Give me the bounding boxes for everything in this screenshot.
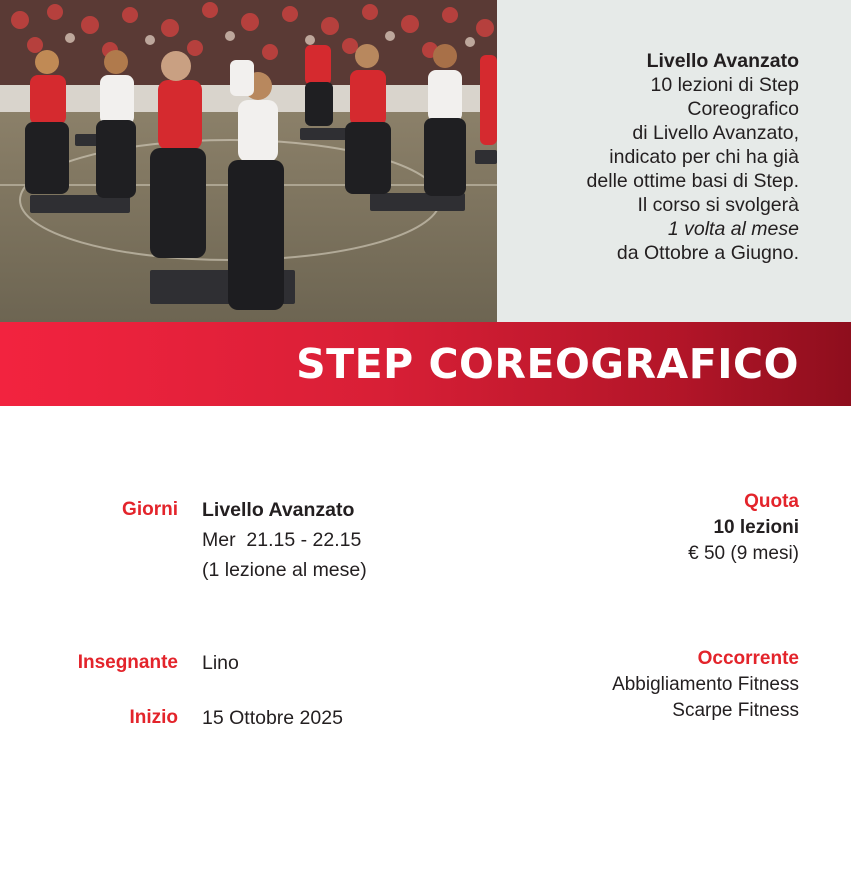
description-title: Livello Avanzato [646, 50, 799, 72]
needed-item: Abbigliamento Fitness [612, 674, 799, 695]
fee-label: Quota [744, 491, 799, 512]
schedule-level: Livello Avanzato [202, 499, 355, 521]
title-banner [0, 322, 851, 406]
schedule-frequency: (1 lezione al mese) [202, 559, 367, 581]
schedule-block [202, 495, 367, 585]
course-title: STEP COREOGRAFICO [296, 340, 799, 388]
needed-item: Scarpe Fitness [672, 700, 799, 721]
fee-price: € 50 (9 mesi) [688, 543, 799, 564]
description-line: delle ottime basi di Step. [586, 170, 799, 192]
start-label: Inizio [129, 707, 178, 728]
fee-lessons: 10 lezioni [713, 517, 799, 538]
description-line: Il corso si svolgerà [637, 194, 799, 216]
description-line: di Livello Avanzato, [632, 122, 799, 144]
needed-block [612, 646, 799, 724]
description-frequency: 1 volta al mese [667, 218, 799, 240]
teacher-name: Lino [202, 652, 239, 674]
schedule-time: Mer 21.15 - 22.15 [202, 529, 362, 551]
teacher-label: Insegnante [77, 652, 178, 673]
description-line: Coreografico [687, 98, 799, 120]
step-class-photo [0, 0, 497, 322]
description-line: da Ottobre a Giugno. [616, 242, 799, 264]
description-line: 10 lezioni di Step [650, 74, 799, 96]
start-date: 15 Ottobre 2025 [202, 707, 343, 729]
fee-block [688, 489, 799, 567]
needed-label: Occorrente [697, 648, 799, 669]
days-label: Giorni [122, 499, 178, 520]
description-line: indicato per chi ha già [609, 146, 799, 168]
description-text [499, 49, 799, 265]
description-panel [497, 0, 851, 322]
